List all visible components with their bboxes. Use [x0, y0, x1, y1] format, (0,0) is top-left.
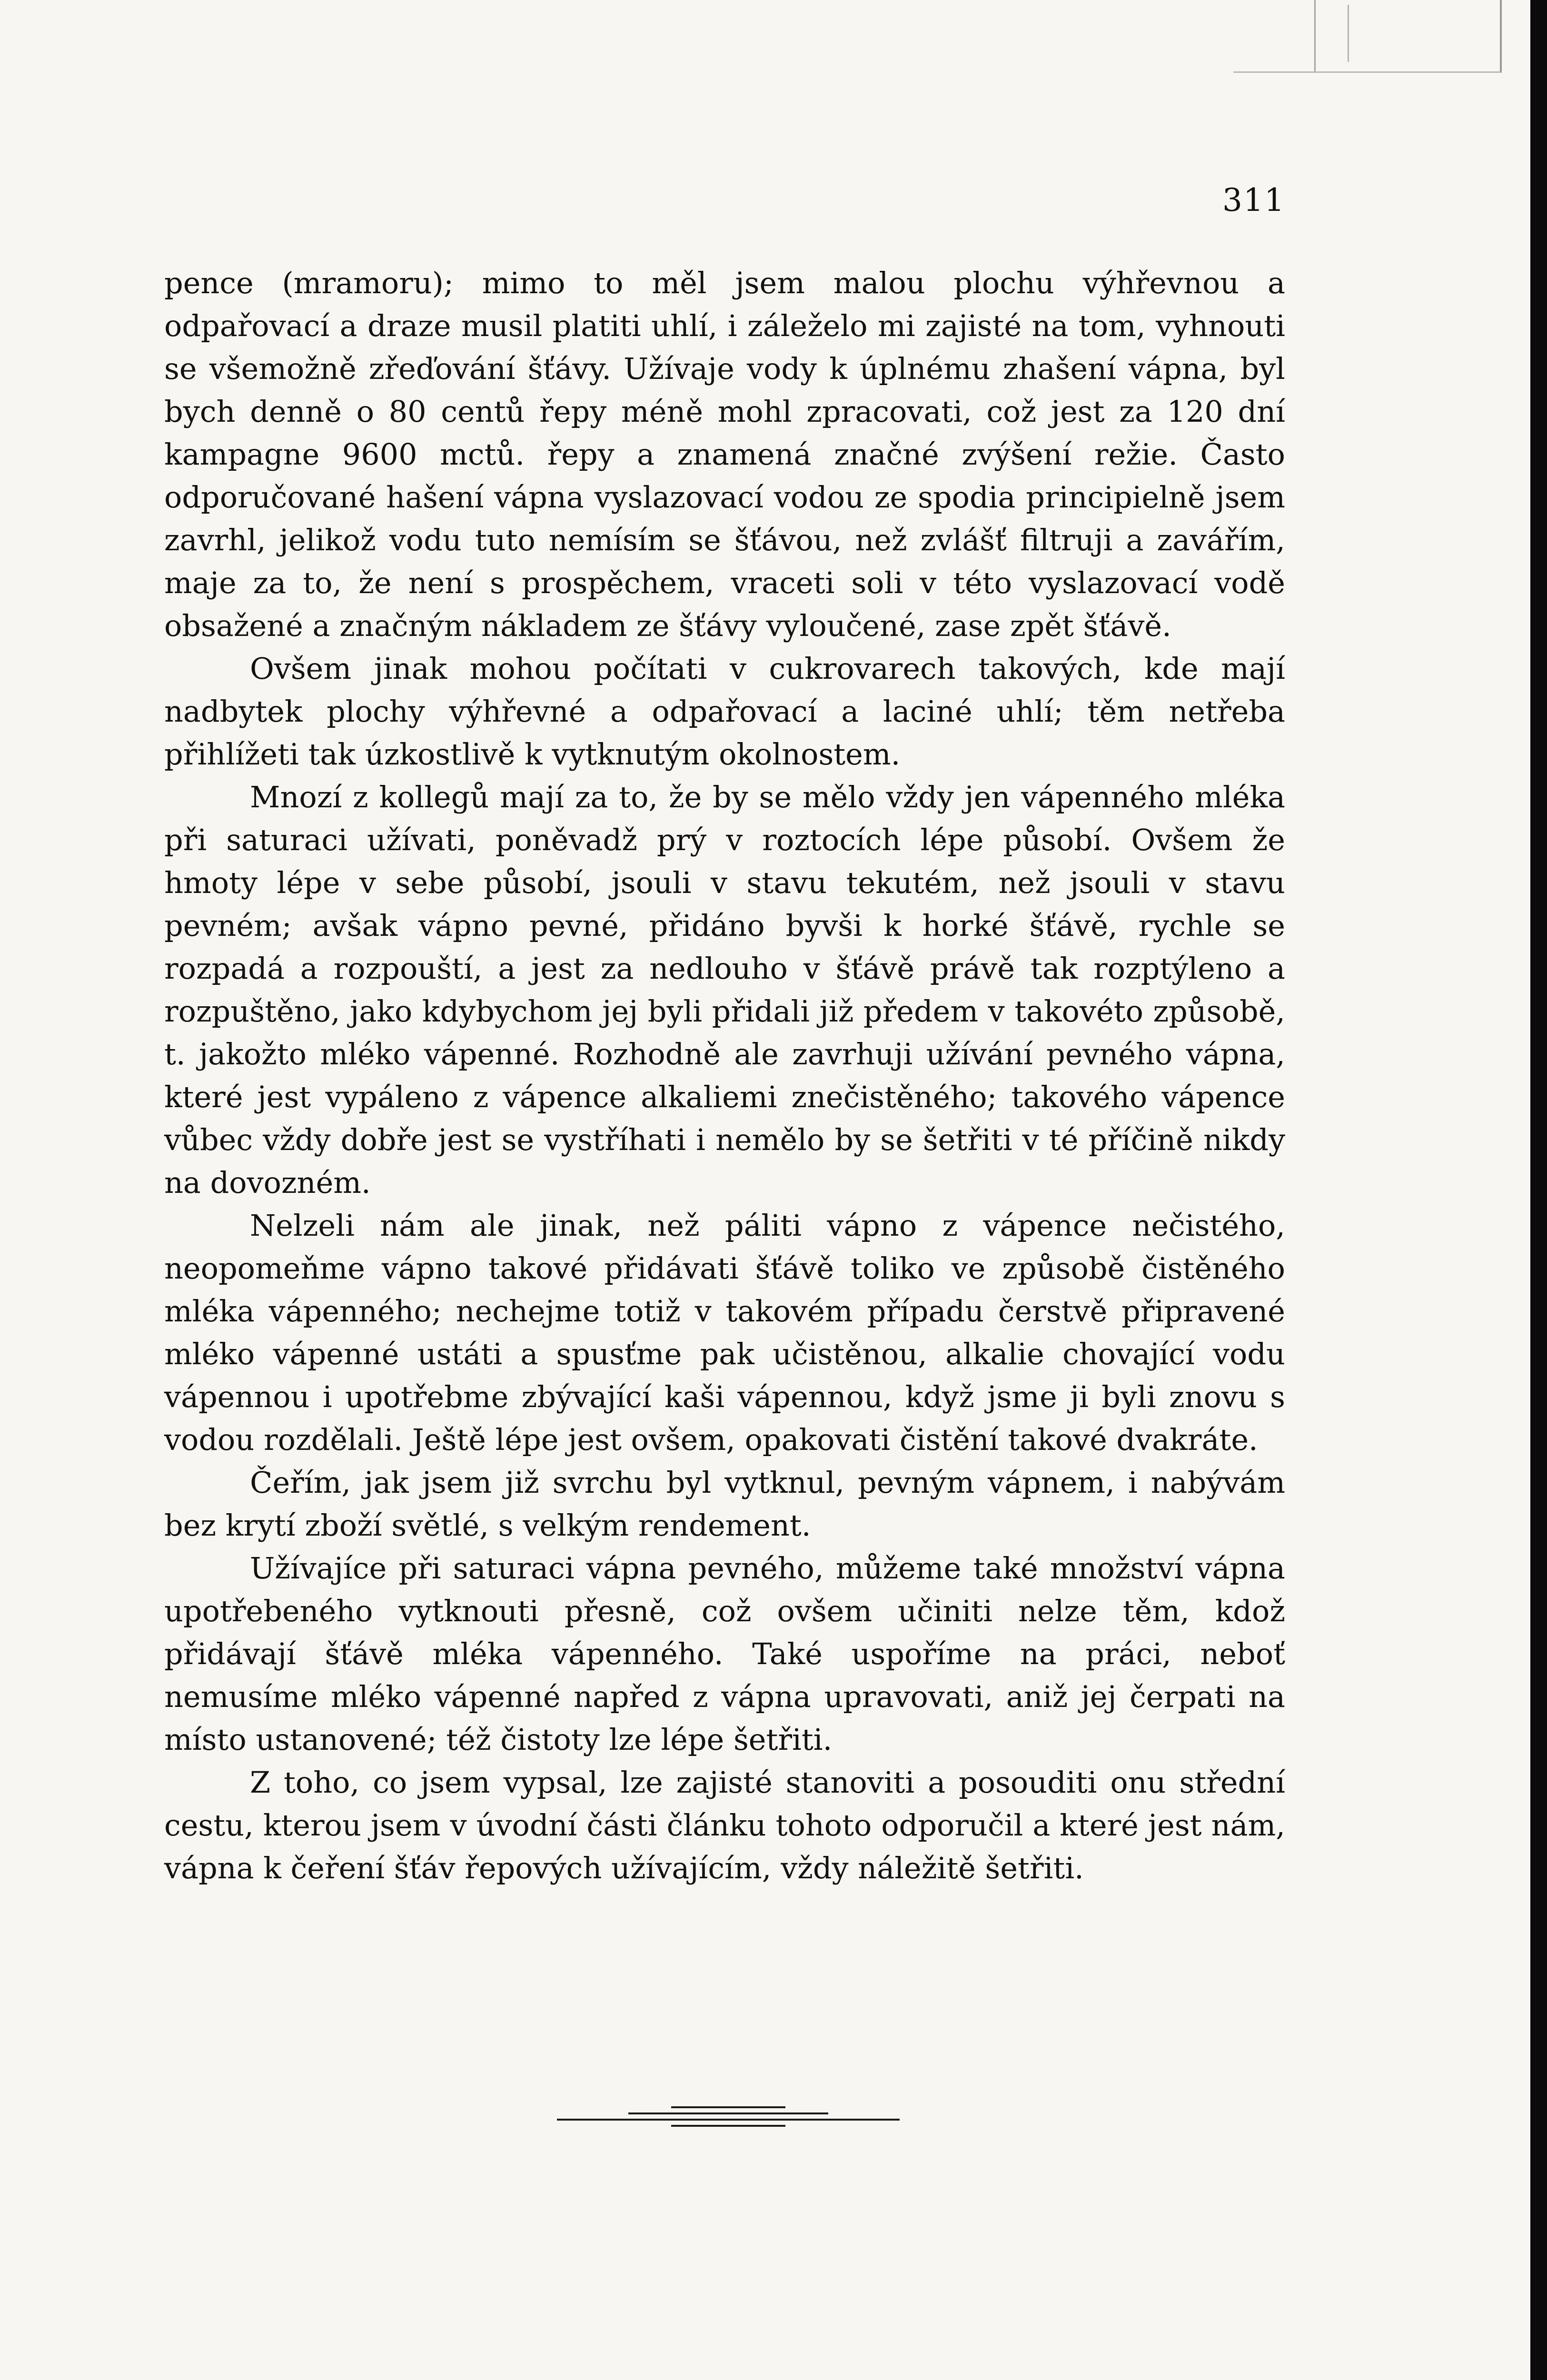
paragraph: Nelzeli nám ale jinak, než páliti vápno z vápence nečistého, neopomeňme vápno takové přidávati šťávě toliko ve způsobě čistěného mléka vápenného; nechejme totiž v takovém případu čerstvě připravené mléko vápenné ustáti a spusťme pak učistěnou, alkalie chovající vodu vápennou i upotřebme zbývající kaši vápennou, když jsme ji byli znovu s vodou rozdělali. Ještě lépe jest ovšem, opakovati čistění takové dvakráte. [164, 1208, 1285, 1457]
rule-line [671, 2125, 785, 2127]
body-text [164, 262, 1285, 1890]
section-end-rule [557, 2106, 900, 2131]
paragraph: Čeřím, jak jsem již svrchu byl vytknul, pevným vápnem, i nabývám bez krytí zboží světlé, s velkým rendement. [164, 1465, 1285, 1543]
rule-line [671, 2106, 785, 2108]
paragraph: Mnozí z kollegů mají za to, že by se mělo vždy jen vápenného mléka při saturaci užívati, poněvadž prý v roztocích lépe působí. Ovšem že hmoty lépe v sebe působí, jsouli v stavu tekutém, než jsouli v stavu pevném; avšak vápno pevné, přidáno byvši k horké šťávě, rychle se rozpadá a rozpouští, a jest za nedlouho v šťávě právě tak rozptýleno a rozpuštěno, jako kdybychom jej byli přidali již předem v takovéto způsobě, t. jakožto mléko vápenné. Rozhodně ale zavrhuji užívání pevného vápna, které jest vypáleno z vápence alkaliemi znečistěného; takového vápence vůbec vždy dobře jest se vystříhati i nemělo by se šetřiti v té příčině nikdy na dovozném. [164, 780, 1285, 1200]
paragraph-continuation: pence (mramoru); mimo to měl jsem malou plochu výhřevnou a odpařovací a draze musil platiti uhlí, i záleželo mi zajisté na tom, vyhnouti se všemožně zřeďování šťávy. Užívaje vody k úplnému zhašení vápna, byl bych denně o 80 centů řepy méně mohl zpracovati, což jest za 120 dní kampagne 9600 mctů. řepy a znamená značné zvýšení režie. Často odporučované hašení vápna vyslazovací vodou ze spodia principielně jsem zavrhl, jelikož vodu tuto nemísím se šťávou, než zvlášť filtruji a zavářím, maje za to, že není s prospěchem, vraceti soli v této vyslazovací vodě obsažené a značným nákladem ze šťávy vyloučené, zase zpět šťávě. [164, 266, 1285, 643]
rule-line [628, 2112, 828, 2114]
scan-edge-mark [1233, 0, 1502, 73]
paragraph: Užívajíce při saturaci vápna pevného, můžeme také množství vápna upotřebeného vytknouti přesně, což ovšem učiniti nelze těm, kdož přidávají šťávě mléka vápenného. Také uspoříme na práci, neboť nemusíme mléko vápenné napřed z vápna upravovati, aniž jej čerpati na místo ustanovené; též čistoty lze lépe šetřiti. [164, 1551, 1285, 1757]
rule-line [557, 2119, 900, 2121]
paragraph: Z toho, co jsem vypsal, lze zajisté stanoviti a posouditi onu střední cestu, kterou jsem v úvodní části článku tohoto odporučil a které jest nám, vápna k čeření šťáv řepových užívajícím, vždy náležitě šetřiti. [164, 1765, 1285, 1885]
page-number: 311 [1222, 182, 1285, 218]
paragraph: Ovšem jinak mohou počítati v cukrovarech takových, kde mají nadbytek plochy výhřevné a odpařovací a laciné uhlí; těm netřeba přihlížeti tak úzkostlivě k vytknutým okolnostem. [164, 651, 1285, 772]
